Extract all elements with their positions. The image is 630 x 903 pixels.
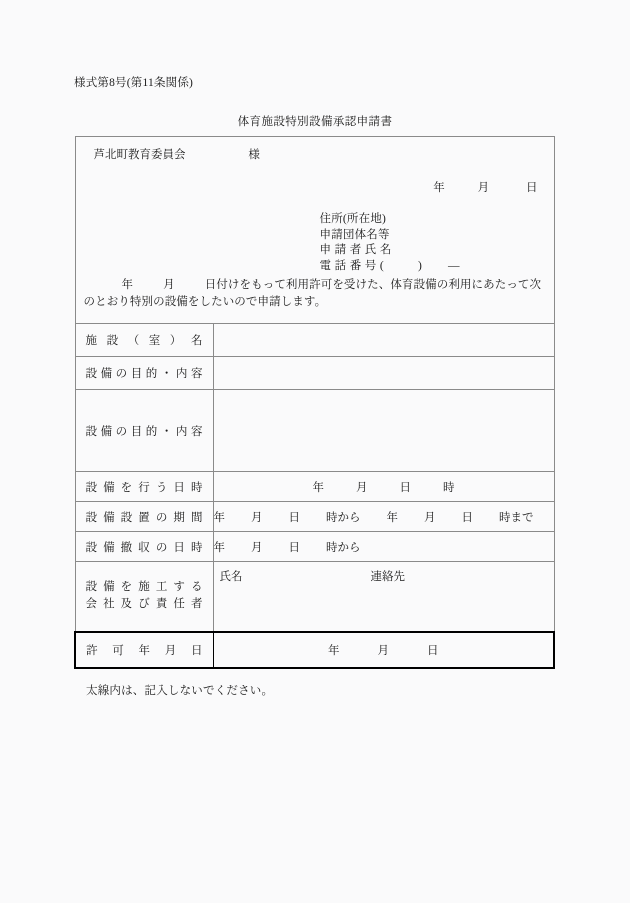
permission-year: 年 — [328, 644, 340, 657]
recipient-line — [94, 146, 260, 162]
phone-open-paren: ( — [379, 259, 384, 272]
table-row-removal-datetime — [75, 532, 554, 562]
install-to-hour: 時まで — [499, 511, 534, 524]
contractor-fields — [214, 562, 554, 584]
phone-close-paren: ) — [417, 259, 422, 272]
footnote-note: 太線内は、記入しないでください。 — [86, 685, 274, 697]
work-day: 日 — [399, 481, 411, 494]
label-permission-date — [75, 632, 213, 668]
permit-date-year[interactable]: 年 — [121, 279, 134, 291]
work-month: 月 — [356, 481, 368, 494]
work-year: 年 — [312, 481, 324, 494]
label-purpose-2-text: 設備の目的・内容 — [85, 425, 203, 438]
value-work-datetime[interactable] — [213, 472, 554, 502]
applicant-phone-label: 電話番号 — [319, 259, 380, 272]
install-to-year: 年 — [386, 511, 398, 524]
applicant-address-label[interactable]: 住所(所在地) — [319, 213, 387, 225]
value-purpose-2[interactable] — [213, 390, 554, 472]
table-row-work-datetime — [75, 472, 554, 502]
value-permission-date — [213, 632, 554, 668]
install-from-hour: 時から — [326, 511, 361, 524]
submission-date-day[interactable]: 日 — [526, 182, 538, 194]
label-contractor-line2: 会社及び責任者 — [85, 598, 203, 611]
removal-month: 月 — [251, 541, 263, 554]
body-paragraph-text: 日付けをもって利用許可を受けた、体育設備の利用にあたって次のとおり特別の設備をしたいので申請します。 — [83, 279, 542, 308]
install-from-year: 年 — [213, 511, 225, 524]
label-permission-date-text: 許可年月日 — [86, 644, 203, 657]
table-row-contractor — [75, 562, 554, 632]
applicant-phone-line[interactable] — [320, 259, 460, 275]
label-contractor-line1: 設備を施工する — [85, 581, 203, 594]
value-purpose-1[interactable] — [213, 357, 554, 390]
label-removal-datetime — [75, 532, 213, 562]
label-work-datetime-text: 設備を行う日時 — [85, 481, 203, 494]
body-paragraph — [84, 277, 546, 311]
value-removal-datetime[interactable] — [213, 532, 554, 562]
value-contractor[interactable] — [213, 562, 554, 632]
permission-day: 日 — [427, 644, 439, 657]
application-form-table — [74, 136, 555, 669]
install-to-month: 月 — [424, 511, 436, 524]
table-row-permission-date — [75, 632, 554, 668]
permission-month: 月 — [377, 644, 389, 657]
table-row-install-period — [75, 502, 554, 532]
form-header-row — [75, 137, 554, 324]
label-install-period-text: 設備設置の期間 — [85, 511, 203, 524]
applicant-organization-label[interactable]: 申請団体名等 — [319, 228, 390, 241]
removal-year: 年 — [213, 541, 225, 554]
label-purpose-1 — [75, 357, 213, 390]
install-to-day: 日 — [461, 511, 473, 524]
phone-dash: ― — [447, 259, 460, 272]
applicant-fields — [320, 212, 460, 274]
removal-day: 日 — [288, 541, 300, 554]
table-row-purpose-2 — [75, 390, 554, 472]
work-hour: 時 — [443, 481, 455, 494]
label-facility — [75, 324, 213, 357]
label-install-period — [75, 502, 213, 532]
label-purpose-1-text: 設備の目的・内容 — [85, 368, 203, 380]
value-install-period[interactable] — [213, 502, 554, 532]
submission-date-year[interactable]: 年 — [433, 182, 445, 194]
install-from-day: 日 — [288, 511, 300, 524]
contractor-contact-label: 連絡先 — [370, 571, 405, 583]
submission-date-month[interactable]: 月 — [477, 182, 490, 194]
permit-date-month[interactable]: 月 — [163, 279, 175, 291]
label-work-datetime — [75, 472, 213, 502]
label-purpose-2 — [75, 390, 213, 472]
label-contractor — [75, 562, 213, 632]
applicant-name-label[interactable]: 申請者氏名 — [319, 244, 395, 256]
removal-hour: 時から — [326, 541, 361, 554]
table-row-facility — [75, 324, 554, 357]
recipient-honorific: 様 — [248, 149, 260, 161]
submission-date-line — [76, 179, 554, 195]
document-title: 体育施設特別設備承認申請書 — [237, 116, 393, 128]
table-row-purpose-1 — [75, 357, 554, 390]
label-removal-datetime-text: 設備撤収の日時 — [85, 541, 203, 554]
form-header-cell — [75, 137, 554, 324]
label-facility-text: 施設（室）名 — [85, 335, 203, 347]
contractor-name-label: 氏名 — [219, 571, 243, 583]
install-from-month: 月 — [251, 511, 263, 524]
value-facility[interactable] — [213, 324, 554, 357]
recipient-name: 芦北町教育委員会 — [93, 149, 186, 161]
form-number: 様式第8号(第11条関係) — [74, 77, 194, 89]
